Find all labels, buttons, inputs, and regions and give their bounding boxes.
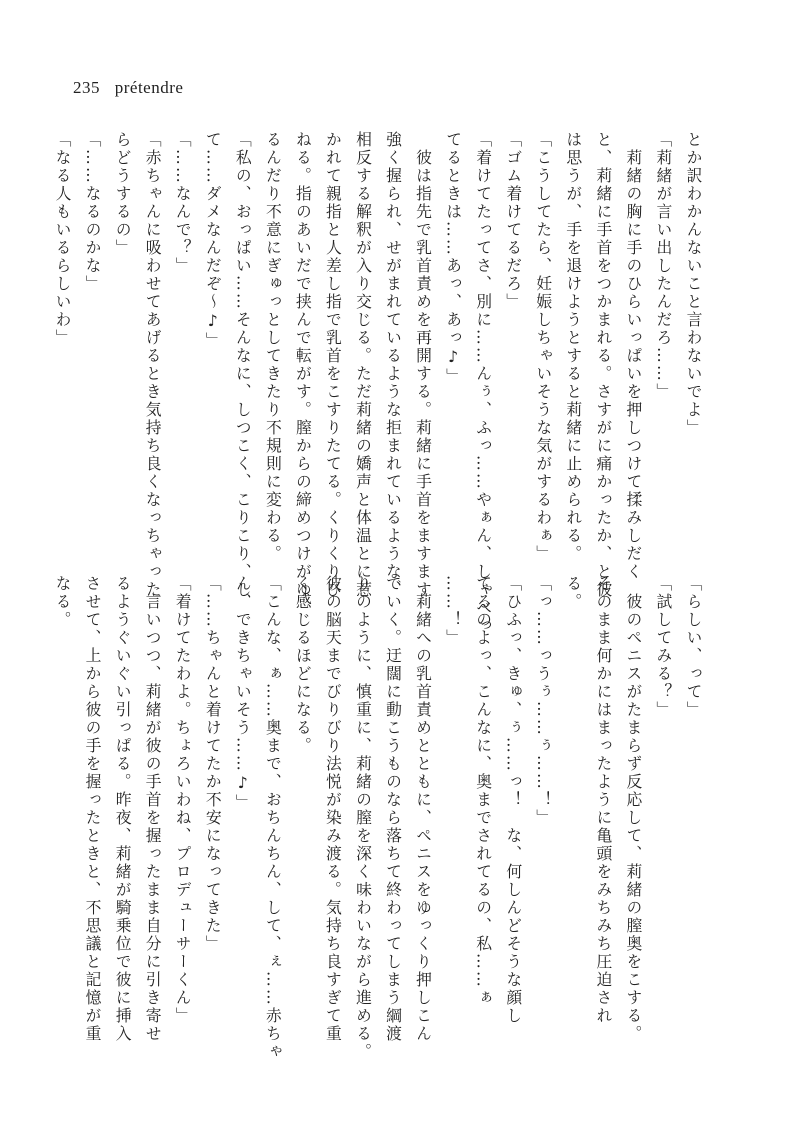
text-line: 「赤ちゃんに吸わせてあげるとき気持ち良くなっちゃった	[143, 131, 163, 599]
text-line: は思うが、手を退けようとすると莉緒に止められる。	[563, 131, 583, 563]
text-line: 強く握られ、せがまれているような拒まれているような、	[383, 131, 403, 599]
text-line: 「っ……っうぅ……ぅ……！」	[533, 575, 553, 827]
text-line: ねる。指のあいだで挟んで転がす。膣からの締めつけがゆ	[293, 131, 313, 599]
text-line: そのまま何かにはまったように亀頭をみちみち圧迫され	[593, 575, 613, 1025]
text-line: 「……なるのかな」	[83, 131, 103, 293]
running-header	[73, 78, 183, 98]
text-line: させて、上から彼の手を握ったときと、不思議と記憶が重	[83, 575, 103, 1043]
text-line: く感じるほどになる。	[293, 575, 313, 755]
text-line: 「私の、おっぱい……そんなに、しつこく、こりこり、し	[233, 131, 253, 599]
text-line: る。	[563, 575, 583, 611]
text-line: りのように、慎重に、莉緒の膣を深く味わいながら進める。	[353, 575, 373, 1061]
text-line: 「莉緒が言い出したんだろ……」	[653, 131, 673, 401]
text-line: 「らしい、って」	[684, 575, 703, 719]
text-line: 「着けてたわよ。ちょろいわね、プロデューサーくん」	[173, 575, 193, 1025]
text-column-top	[53, 131, 708, 635]
text-line: 彼は指先で乳首責めを再開する。莉緒に手首をますます	[413, 131, 433, 599]
text-line: 「なる人もいるらしいわ」	[53, 131, 73, 347]
page-number: 235	[73, 78, 100, 97]
book-title: prétendre	[114, 78, 184, 97]
text-line: ……！」	[443, 575, 463, 647]
text-line: ん、できちゃいそう……♪」	[233, 575, 253, 813]
text-line: 彼の脳天までびりびり法悦が染み渡る。気持ち良すぎて重	[323, 575, 343, 1043]
text-line: 「ゴム着けてるだろ」	[503, 131, 523, 311]
text-line: でいく。迂闊に動こうものなら落ちて終わってしまう綱渡	[383, 575, 403, 1043]
text-line: 彼のペニスがたまらず反応して、莉緒の膣奥をこする。	[623, 575, 643, 1043]
text-line: 言いつつ、莉緒が彼の手首を握ったまま自分に引き寄せ	[143, 575, 163, 1043]
text-line: 「……なんで？」	[173, 131, 193, 275]
text-line: 「……ちゃんと着けてたか不安になってきた」	[203, 575, 223, 953]
text-line: らどうするの」	[113, 131, 133, 257]
text-column-bottom	[53, 575, 708, 1061]
text-line: かれて親指と人差し指で乳首をこすりたてる。くりくりひ	[323, 131, 343, 599]
text-line: るようぐいぐい引っぱる。昨夜、莉緒が騎乗位で彼に挿入	[113, 575, 133, 1043]
text-line: なる。	[53, 575, 73, 629]
text-line: 相反する解釈が入り交じる。ただ莉緒の嬌声と体温とに惹	[353, 131, 373, 599]
text-line: 「こんな、ぁ……奥まで、おちんちん、して、ぇ……赤ちゃ	[263, 575, 283, 1061]
text-line: てるのよっ、こんなに、奥までされてるの、私……ぁ	[473, 575, 493, 1007]
text-line: 「こうしてたら、妊娠しちゃいそうな気がするわぁ」	[533, 131, 553, 563]
text-line: て……ダメなんだぞ～♪」	[203, 131, 223, 351]
text-line: 「試してみる？」	[653, 575, 673, 719]
text-line: 「着けてたってさ、別に……んぅ、ふっ……やぁん、しゃべっ	[473, 131, 493, 635]
text-line: 「ひふっ、きゅ、ぅ……っ！ な、何しんどそうな顔し	[503, 575, 523, 1025]
text-line: るんだり不意にぎゅっとしてきたり不規則に変わる。	[263, 131, 283, 563]
text-line: 莉緒の胸に手のひらいっぱいを押しつけて揉みしだく	[623, 131, 643, 581]
text-line: とか訳わかんないこと言わないでよ」	[684, 131, 703, 437]
text-line: てるときは……あっ、あっ♪」	[443, 131, 463, 387]
text-line: と、莉緒に手首をつかまれる。さすがに痛かったか、と彼	[593, 131, 613, 599]
text-line: 莉緒への乳首責めとともに、ペニスをゆっくり押しこん	[413, 575, 433, 1043]
